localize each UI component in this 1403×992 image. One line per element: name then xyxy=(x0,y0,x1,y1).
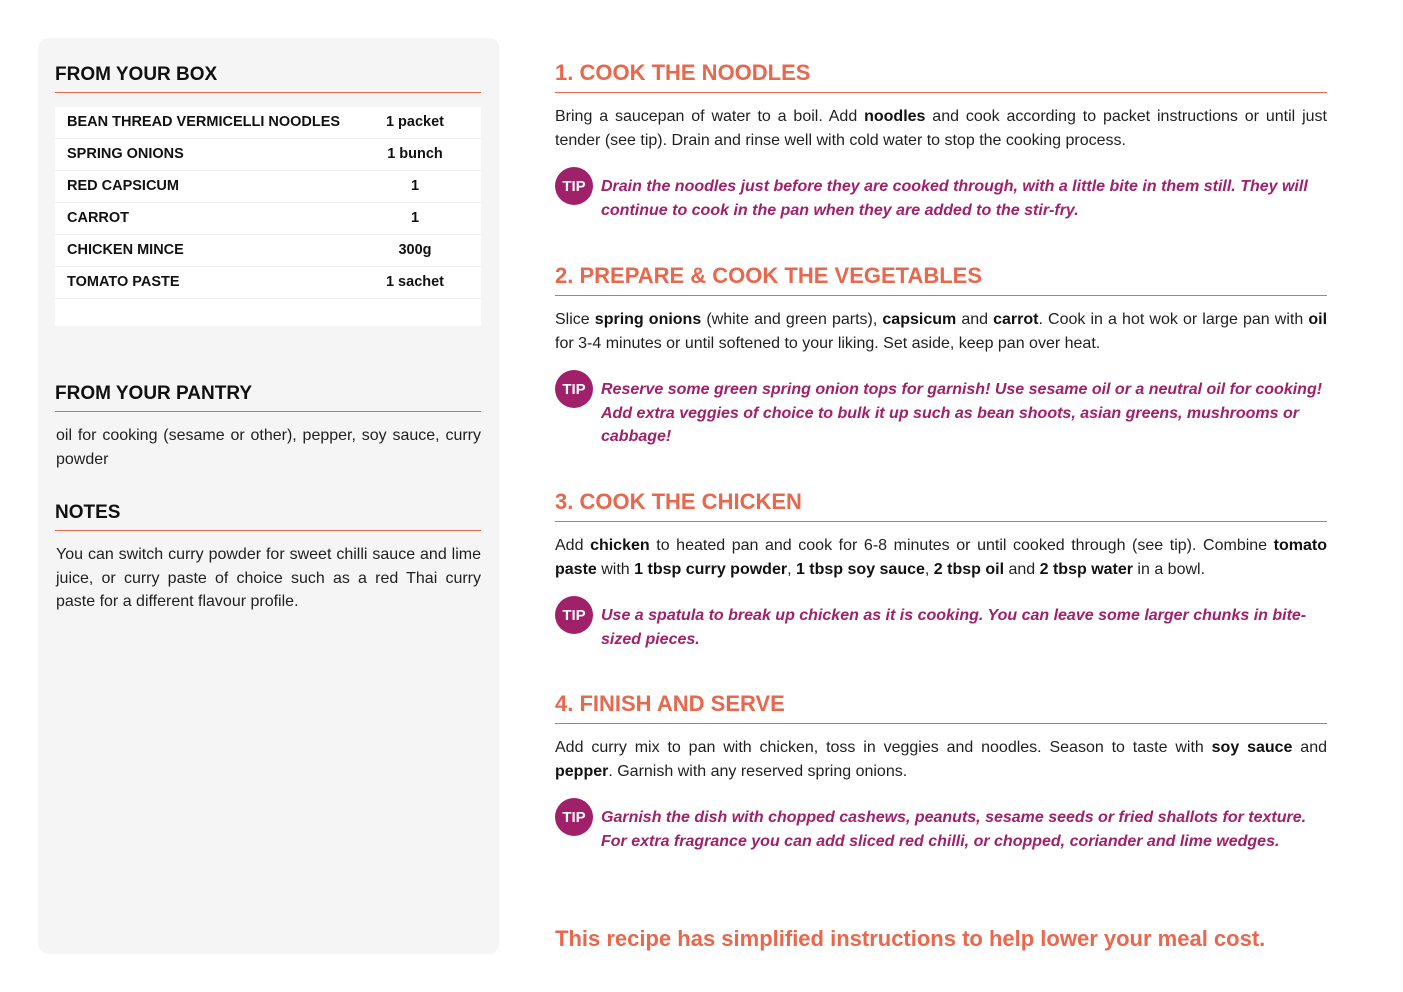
step-4-tip: Garnish the dish with chopped cashews, peanuts, sesame seeds or fried shallots for texture. For extra fragrance you can add sliced red chilli, or chopped, coriander and lime wedges. xyxy=(601,809,1307,850)
pantry-title: FROM YOUR PANTRY xyxy=(55,383,481,412)
table-row xyxy=(55,235,481,267)
ingredient-qty: 1 xyxy=(410,210,420,226)
notes-title: NOTES xyxy=(55,502,481,531)
ingredient-name: BEAN THREAD VERMICELLI NOODLES xyxy=(67,114,341,130)
tip-badge: TIP xyxy=(555,596,593,634)
ingredient-name: TOMATO PASTE xyxy=(67,274,180,290)
box-ingredients-table xyxy=(55,107,481,326)
ingredient-name: CHICKEN MINCE xyxy=(67,242,184,258)
ingredient-qty: 1 bunch xyxy=(387,146,443,162)
table-row xyxy=(55,171,481,203)
ingredient-qty: 300g xyxy=(398,242,432,258)
ingredient-name: CARROT xyxy=(67,210,130,226)
pantry-text: oil for cooking (sesame or other), pepper, soy sauce, curry powder xyxy=(56,427,481,468)
ingredient-name: RED CAPSICUM xyxy=(67,178,179,194)
notes-text: You can switch curry powder for sweet chilli sauce and lime juice, or curry paste of choice such as a red Thai curry paste for a different flavour profile. xyxy=(56,546,481,610)
box-title: FROM YOUR BOX xyxy=(55,64,481,93)
step-2-tip: Reserve some green spring onion tops for garnish! Use sesame oil or a neutral oil for cooking! Add extra veggies of choice to bulk it up such as bean shoots, asian greens, mushrooms or cabbage! xyxy=(601,381,1323,445)
table-row xyxy=(55,267,481,299)
tip-badge: TIP xyxy=(555,798,593,836)
tip-badge: TIP xyxy=(555,167,593,205)
ingredient-name: SPRING ONIONS xyxy=(67,146,184,162)
step-3-text: Add chicken to heated pan and cook for 6-8 minutes or until cooked through (see tip). Combine tomato paste with 1 tbsp curry powder, 1 tbsp soy sauce, 2 tbsp oil and 2 tbsp water in a bowl. xyxy=(555,537,1327,578)
table-row xyxy=(55,203,481,235)
step-1-title: 1. COOK THE NOODLES xyxy=(555,60,1327,93)
step-1-text: Bring a saucepan of water to a boil. Add noodles and cook according to packet instructions or until just tender (see tip). Drain and rinse well with cold water to stop the cooking process. xyxy=(555,108,1327,149)
ingredients-panel xyxy=(38,38,499,954)
ingredient-qty: 1 packet xyxy=(385,114,445,130)
step-2-text: Slice spring onions (white and green parts), capsicum and carrot. Cook in a hot wok or large pan with oil for 3-4 minutes or until softened to your liking. Set aside, keep pan over heat. xyxy=(555,311,1328,352)
step-2-title: 2. PREPARE & COOK THE VEGETABLES xyxy=(555,263,1327,296)
step-1-tip: Drain the noodles just before they are cooked through, with a little bite in them still. They will continue to cook in the pan when they are added to the stir-fry. xyxy=(601,178,1308,219)
ingredient-qty: 1 sachet xyxy=(385,274,445,290)
step-4-title: 4. FINISH AND SERVE xyxy=(555,691,1327,724)
ingredient-qty: 1 xyxy=(410,178,420,194)
step-3-tip: Use a spatula to break up chicken as it is cooking. You can leave some larger chunks in bite-sized pieces. xyxy=(601,607,1307,648)
step-3-title: 3. COOK THE CHICKEN xyxy=(555,489,1327,522)
table-row xyxy=(55,139,481,171)
tip-badge: TIP xyxy=(555,370,593,408)
table-row xyxy=(55,107,481,139)
step-4-text: Add curry mix to pan with chicken, toss in veggies and noodles. Season to taste with soy sauce and pepper. Garnish with any reserved spring onions. xyxy=(555,739,1328,780)
footer-note: This recipe has simplified instructions to help lower your meal cost. xyxy=(555,926,1266,951)
